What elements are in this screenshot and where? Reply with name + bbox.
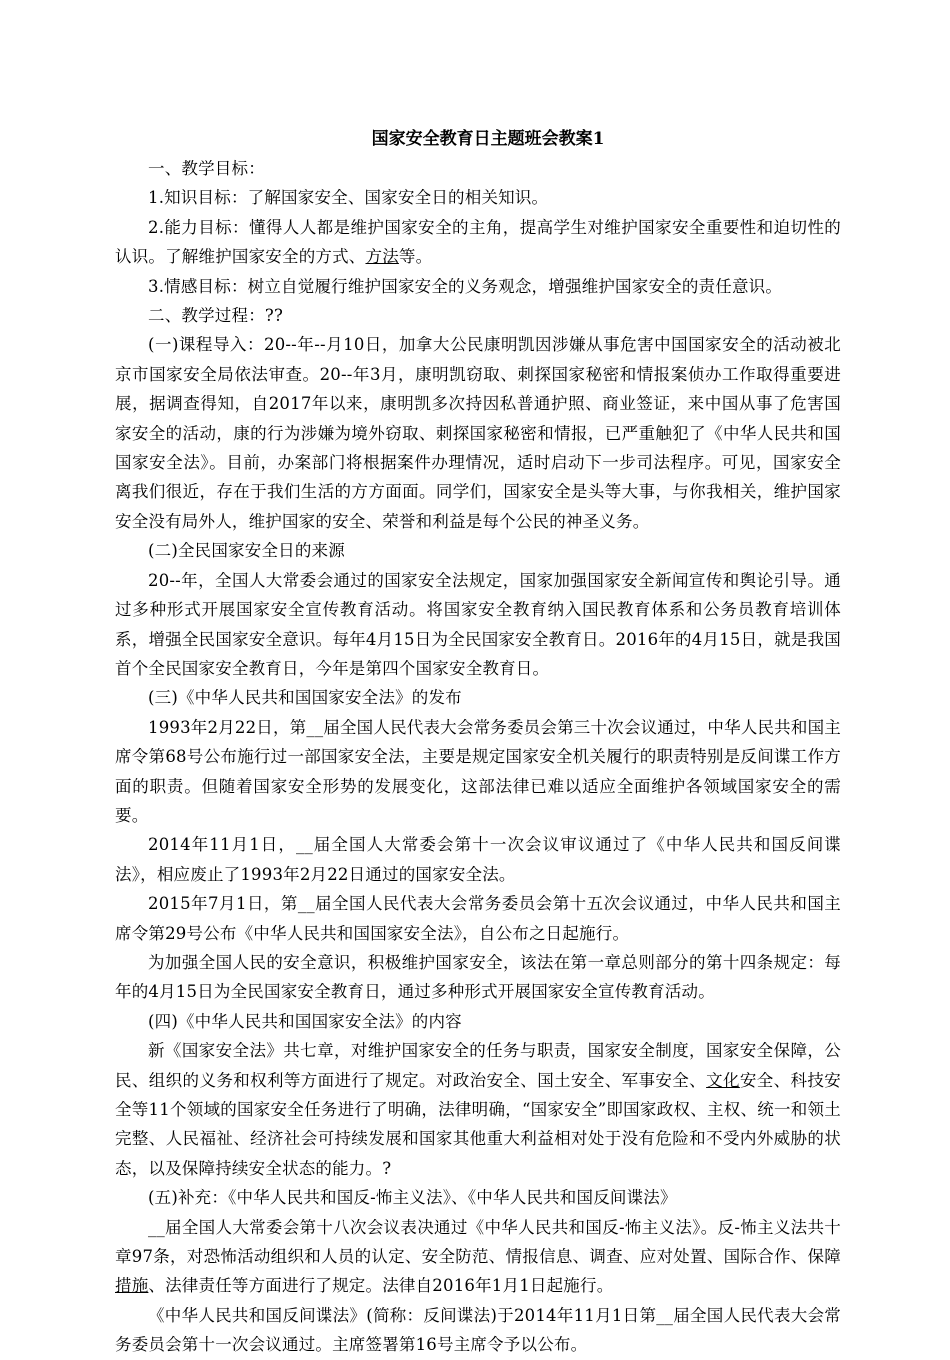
paragraph-text: 2014年11月1日，__届全国人大常委会第十一次会议审议通过了《中华人民共和国反间谍法》，相应废止了1993年2月22日通过的国家安全法。	[115, 835, 841, 884]
paragraph-text: 2.能力目标：懂得人人都是维护国家安全的主角，提高学生对维护国家安全重要性和迫切性的认识。了解维护国家安全的方式、	[115, 217, 841, 267]
paragraph-text: (四)《中华人民共和国国家安全法》的内容	[148, 1011, 462, 1031]
paragraph	[115, 948, 841, 1007]
paragraph	[115, 889, 841, 948]
paragraph-text: (一)课程导入：20--年--月10日，加拿大公民康明凯因涉嫌从事危害中国国家安全的活动被北京市国家安全局依法审查。20--年3月，康明凯窃取、刺探国家秘密和情报案侦办工作取得重要进展，据调查得知，自2017年以来，康明凯多次持因私普通护照、商业签证，来中国从事了危害国家安全的活动，康的行为涉嫌为境外窃取、刺探国家秘密和情报，已严重触犯了《中华人民共和国国家安全法》。目前，办案部门将根据案件办理情况，适时启动下一步司法程序。可见，国家安全离我们很近，存在于我们生活的方方面面。同学们，国家安全是头等大事，与你我相关，维护国家安全没有局外人，维护国家的安全、荣誉和利益是每个公民的神圣义务。	[115, 335, 841, 531]
paragraph	[115, 566, 841, 684]
paragraph-text: 为加强全国人民的安全意识，积极维护国家安全，该法在第一章总则部分的第十四条规定：每年的4月15日为全民国家安全教育日，通过多种形式开展国家安全宣传教育活动。	[115, 952, 841, 1002]
document-body	[115, 154, 841, 1360]
paragraph-text: 一、教学目标：	[148, 159, 265, 178]
paragraph	[115, 1007, 841, 1036]
paragraph-text: 20--年，全国人大常委会通过的国家安全法规定，国家加强国家安全新闻宣传和舆论引导。通过多种形式开展国家安全宣传教育活动。将国家安全教育纳入国民教育体系和公务员教育培训体系，增强全民国家安全意识。每年4月15日为全民国家安全教育日。2016年的4月15日，就是我国首个全民国家安全教育日，今年是第四个国家安全教育日。	[115, 570, 841, 678]
paragraph-text: 《中华人民共和国反间谍法》(简称：反间谍法)于2014年11月1日第__届全国人民代表大会常务委员会第十一次会议通过。主席签署第16号主席令予以公布。	[115, 1305, 841, 1355]
paragraph-text: 1993年2月22日，第__届全国人民代表大会常务委员会第三十次会议通过，中华人民共和国主席令第68号公布施行过一部国家安全法，主要是规定国家安全机关履行的职责特别是反间谍工作方面的职责。但随着国家安全形势的发展变化，这部法律已难以适应全面维护各领域国家安全的需要。	[115, 717, 841, 825]
paragraph	[115, 330, 841, 536]
paragraph-text: (五)补充：《中华人民共和国反-怖主义法》、《中华人民共和国反间谍法》	[148, 1188, 677, 1208]
paragraph	[115, 1301, 841, 1360]
paragraph-text: __届全国人大常委会第十八次会议表决通过《中华人民共和国反-怖主义法》。反-怖主义法共十章97条，对恐怖活动组织和人员的认定、安全防范、情报信息、调查、应对处置、国际合作、保障	[115, 1217, 841, 1267]
paragraph	[115, 683, 841, 712]
paragraph-text: (三)《中华人民共和国国家安全法》的发布	[148, 688, 462, 708]
underlined-term: 文化	[706, 1070, 740, 1090]
paragraph	[115, 154, 841, 183]
paragraph-text: 等。	[398, 247, 433, 267]
underlined-term: 方法	[365, 247, 399, 267]
paragraph	[115, 830, 841, 889]
paragraph-text: 新《国家安全法》共七章，对维护国家安全的任务与职责，国家安全制度，国家安全保障，公民、组织的义务和权利等方面进行了规定。对政治安全、国土安全、军事安全、	[115, 1041, 841, 1090]
paragraph	[115, 713, 841, 831]
paragraph	[115, 301, 841, 330]
paragraph	[115, 272, 841, 301]
paragraph-text: (二)全民国家安全日的来源	[148, 541, 345, 561]
paragraph-text: 3.情感目标：树立自觉履行维护国家安全的义务观念，增强维护国家安全的责任意识。	[148, 276, 783, 296]
paragraph	[115, 536, 841, 565]
document-title: 国家安全教育日主题班会教案1	[371, 129, 605, 149]
underlined-term: 措施	[115, 1276, 149, 1296]
paragraph-text: 安全、科技安全等11个领域的国家安全任务进行了明确，法律明确，“国家安全”即国家政权、主权、统一和领土完整、人民福祉、经济社会可持续发展和国家其他重大利益相对处于没有危险和不受内外威胁的状态，以及保障持续安全状态的能力。?	[115, 1070, 841, 1178]
paragraph	[115, 213, 841, 272]
paragraph	[115, 1213, 841, 1301]
paragraph-text: 二、教学过程：??	[148, 306, 283, 326]
paragraph	[115, 1183, 841, 1212]
paragraph	[115, 183, 841, 212]
paragraph	[115, 1036, 841, 1183]
paragraph-text: 、法律责任等方面进行了规定。法律自2016年1月1日起施行。	[148, 1276, 614, 1296]
paragraph-text: 1.知识目标：了解国家安全、国家安全日的相关知识。	[148, 188, 549, 208]
paragraph-text: 2015年7月1日，第__届全国人民代表大会常务委员会第十五次会议通过，中华人民共和国主席令第29号公布《中华人民共和国国家安全法》，自公布之日起施行。	[115, 894, 841, 943]
document-page	[115, 124, 841, 1360]
